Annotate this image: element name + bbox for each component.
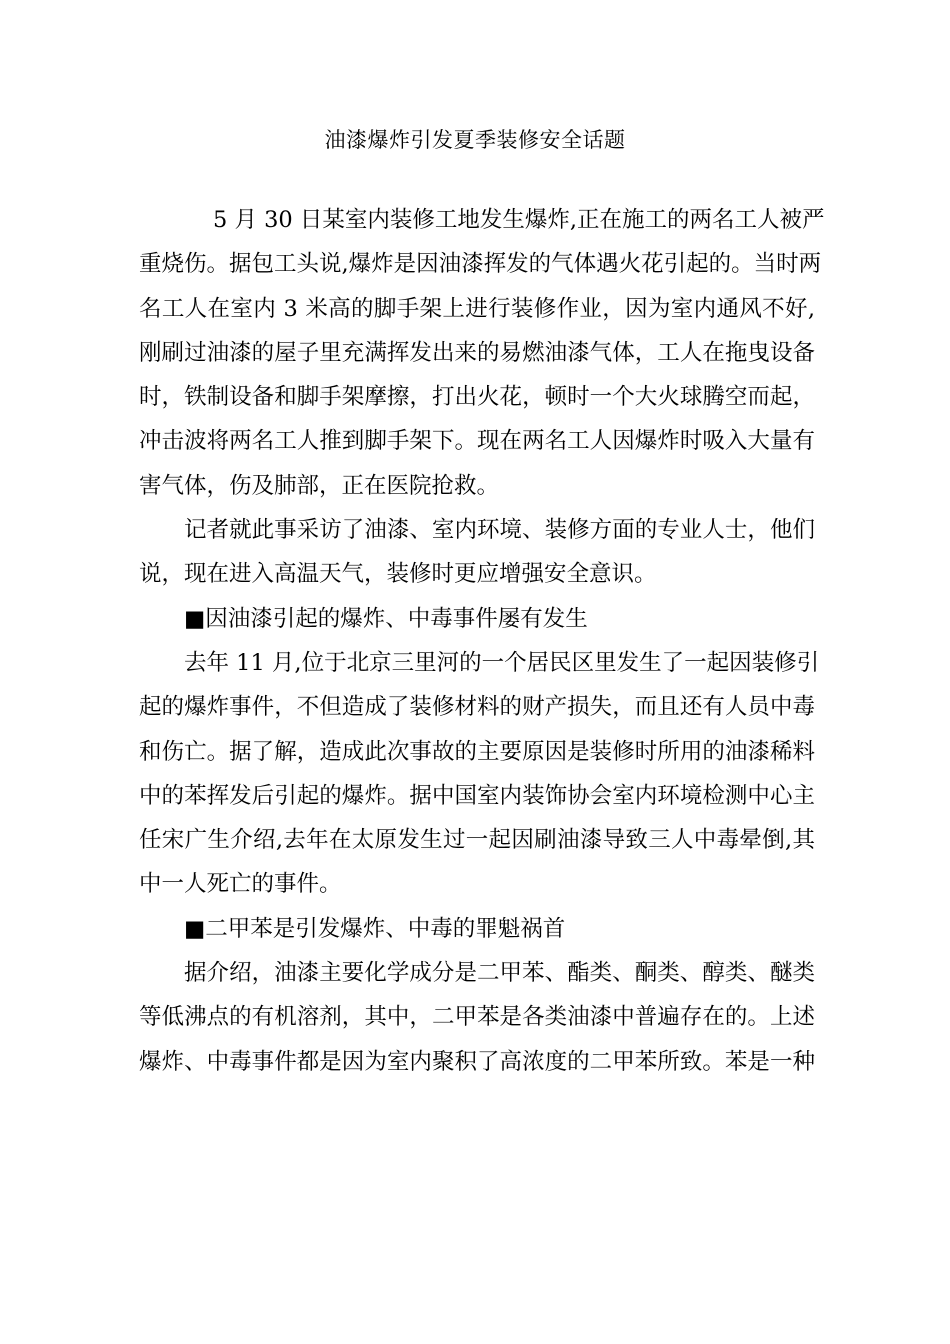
text-line: 任宋广生介绍,去年在太原发生过一起因刷油漆导致三人中毒晕倒,其 [139, 827, 815, 854]
paragraph-3 [139, 641, 820, 907]
text-line: 冲击波将两名工人推到脚手架下。现在两名工人因爆炸时吸入大量有 [139, 428, 815, 455]
document-body [139, 198, 825, 1084]
text-line: 爆炸、中毒事件都是因为室内聚积了高浓度的二甲苯所致。苯是一种 [139, 1048, 815, 1075]
section-heading-text: ■二甲苯是引发爆炸、中毒的罪魁祸首 [184, 915, 566, 942]
text-line: 据介绍，油漆主要化学成分是二甲苯、酯类、酮类、醇类、醚类 [184, 960, 815, 987]
text-line: 5 月 30 日某室内装修工地发生爆炸,正在施工的两名工人被严 [213, 207, 825, 233]
section-heading-1 [139, 597, 815, 641]
text-line: 起的爆炸事件，不但造成了装修材料的财产损失，而且还有人员中毒 [139, 694, 815, 721]
text-line: 中的苯挥发后引起的爆炸。据中国室内装饰协会室内环境检测中心主 [139, 782, 815, 809]
paragraph-4 [139, 951, 815, 1084]
text-line: 重烧伤。据包工头说,爆炸是因油漆挥发的气体遇火花引起的。当时两 [139, 251, 822, 278]
section-heading-text: ■因油漆引起的爆炸、中毒事件屡有发生 [184, 605, 588, 632]
document-title: 油漆爆炸引发夏季装修安全话题 [324, 128, 626, 152]
text-line: 说，现在进入高温天气，装修时更应增强安全意识。 [139, 561, 657, 588]
paragraph-1 [139, 198, 825, 508]
text-line: 害气体，伤及肺部，正在医院抢救。 [139, 472, 500, 499]
text-line: 去年 11 月,位于北京三里河的一个居民区里发生了一起因装修引 [184, 649, 820, 676]
text-line: 和伤亡。据了解，造成此次事故的主要原因是装修时所用的油漆稀料 [139, 738, 815, 765]
text-line: 记者就此事采访了油漆、室内环境、装修方面的专业人士，他们 [184, 517, 815, 544]
paragraph-2 [139, 508, 815, 597]
text-line: 等低沸点的有机溶剂，其中，二甲苯是各类油漆中普遍存在的。上述 [139, 1004, 815, 1031]
text-line: 名工人在室内 3 米高的脚手架上进行装修作业，因为室内通风不好, [139, 295, 815, 322]
text-line: 时，铁制设备和脚手架摩擦，打出火花，顿时一个大火球腾空而起， [139, 384, 815, 411]
text-line: 刚刷过油漆的屋子里充满挥发出来的易燃油漆气体，工人在拖曳设备 [139, 339, 815, 366]
text-line: 中一人死亡的事件。 [139, 871, 342, 898]
section-heading-2 [139, 907, 815, 951]
